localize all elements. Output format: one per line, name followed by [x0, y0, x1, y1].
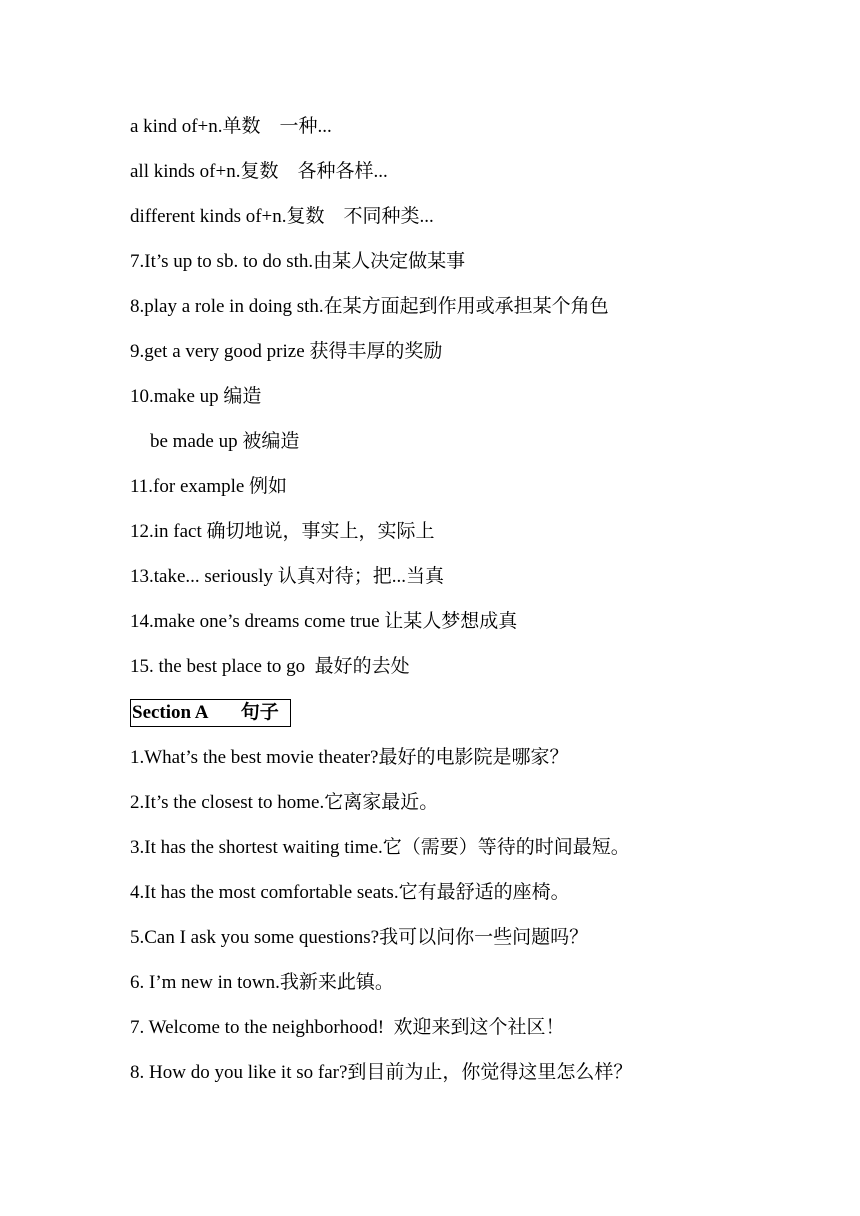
sentence-line: 5.Can I ask you some questions?我可以问你一些问题吗？ [130, 927, 589, 948]
sentence-line: 8. How do you like it so far?到目前为止，你觉得这里怎么样？ [130, 1062, 633, 1083]
vocab-line: different kinds of+n.复数 不同种类... [130, 206, 434, 227]
sentence-line: 1.What’s the best movie theater?最好的电影院是哪家？ [130, 747, 569, 768]
vocab-line: 13.take... seriously 认真对待；把...当真 [130, 566, 445, 587]
vocab-line: 10.make up 编造 [130, 386, 262, 407]
sentence-line: 7. Welcome to the neighborhood! 欢迎来到这个社区！ [130, 1017, 565, 1038]
vocab-line: a kind of+n.单数 一种... [130, 116, 332, 137]
vocab-line: 11.for example 例如 [130, 476, 288, 497]
sentence-line: 2.It’s the closest to home.它离家最近。 [130, 792, 439, 813]
vocab-line: 12.in fact 确切地说，事实上，实际上 [130, 521, 435, 542]
vocab-line: all kinds of+n.复数 各种各样... [130, 161, 388, 182]
vocab-line: 8.play a role in doing sth.在某方面起到作用或承担某个角色 [130, 296, 609, 317]
vocab-line: 7.It’s up to sb. to do sth.由某人决定做某事 [130, 251, 466, 272]
section-heading: Section A 句子 [130, 699, 291, 727]
sentence-line: 6. I’m new in town.我新来此镇。 [130, 972, 394, 993]
sentence-line: 4.It has the most comfortable seats.它有最舒适的座椅。 [130, 882, 570, 903]
vocab-line: be made up 被编造 [150, 431, 300, 452]
vocab-line: 9.get a very good prize 获得丰厚的奖励 [130, 341, 443, 362]
sentence-line: 3.It has the shortest waiting time.它（需要）等待的时间最短。 [130, 837, 630, 858]
vocab-line: 14.make one’s dreams come true 让某人梦想成真 [130, 611, 518, 632]
vocab-line: 15. the best place to go 最好的去处 [130, 656, 410, 677]
